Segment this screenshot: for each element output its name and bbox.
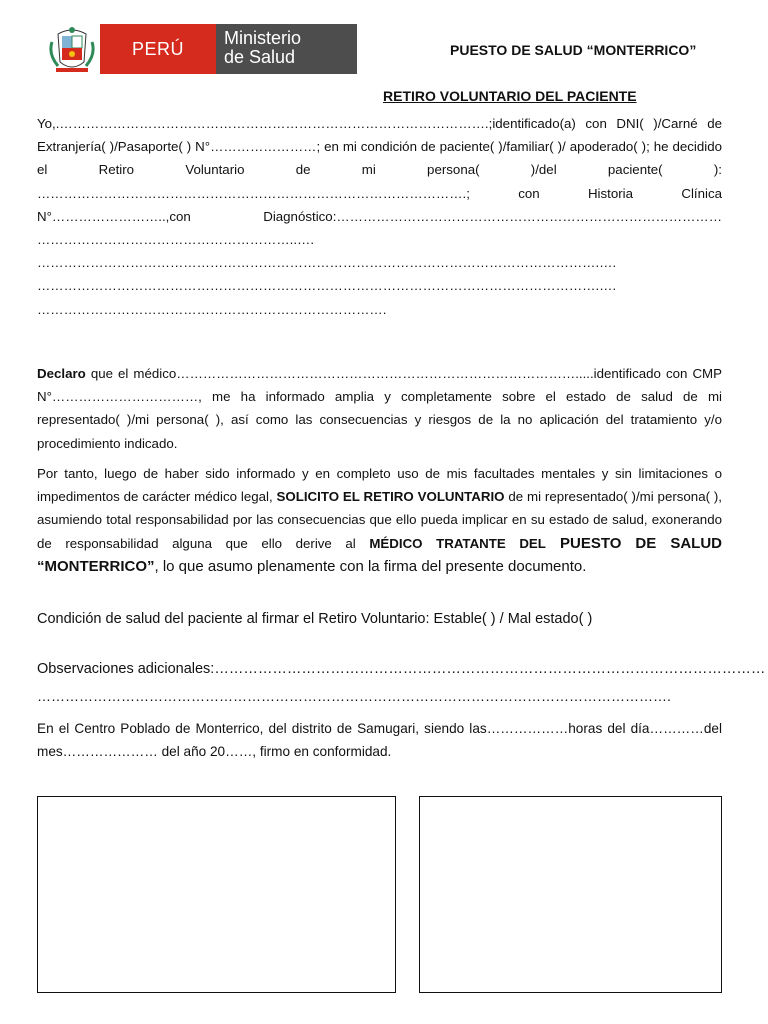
observations-label: Observaciones adicionales <box>37 661 211 677</box>
patient-info-paragraph: Yo,.…………………………………………………………………………………….;identificado(a) con DNI( )/Carné de Extranjería( )/Pasaporte( ) N°……………………; en mi condición de paciente( )/familiar( )/ apoderado( ); he decidido el Retiro Voluntario de mi persona( )/del paciente( ): …………………………………………………………………………………….; con Historia Clínica N°……………………..,con Diagnóstico:…………………………………………………………………………… …………………………………………………..…. ……………………………………………………………………………………………………………….…. ……………………………………………………………………………………………………………….…. ……………………………………………………………………. <box>37 116 722 317</box>
declaration-text: que el médico……………………………………………………………………………….....identificado con CMP N°……………………………, me ha informado amplia y completamente sobre el estado de salud de mi representado( )/mi persona( ), así como las consecuencias y riesgos de la no aplicación del tratamiento y/o procedimiento indicado. <box>37 366 722 451</box>
ministry-line1: Ministerio <box>224 28 302 48</box>
country-label: PERÚ <box>131 38 184 59</box>
observations-line <box>37 661 765 677</box>
facility-title: PUESTO DE SALUD “MONTERRICO” <box>450 42 697 58</box>
observations-dots: :…………………………………………………………………………………………………… <box>210 661 766 677</box>
signature-box-left <box>37 796 396 993</box>
signature-box-right <box>419 796 722 993</box>
request-text-2: de mi representado( )/mi persona( ), asumiendo total responsabilidad por las consecuencias que ello pueda implicar en su estado de salud, exonerando de responsabilidad alguna que ello derive al <box>37 489 722 551</box>
request-bold-3: PUESTO DE SALUD “MONTERRICO” <box>37 534 722 575</box>
request-paragraph <box>37 462 722 578</box>
request-bold-2: MÉDICO TRATANTE DEL <box>369 535 546 551</box>
request-text-3: , lo que asumo plenamente con la firma del presente documento. <box>154 557 587 575</box>
declaration-lead: Declaro <box>37 366 86 381</box>
closing-paragraph: En el Centro Poblado de Monterrico, del distrito de Samugari, siendo las………………horas del día…………del mes………………… del año 20……, firmo en conformidad. <box>37 721 722 760</box>
ministry-line2: de Salud <box>224 47 296 67</box>
request-text-1: Por tanto, luego de haber sido informado y en completo uso de mis facultades mentales y sin limitaciones o impedimentos de carácter médico legal, <box>37 466 722 505</box>
peru-coat-of-arms-icon <box>48 24 96 74</box>
peru-label-box <box>100 24 216 74</box>
document-title: RETIRO VOLUNTARIO DEL PACIENTE <box>383 88 637 104</box>
health-condition-line: Condición de salud del paciente al firmar el Retiro Voluntario: Estable( ) / Mal estado( ) <box>37 611 593 627</box>
declaration-paragraph <box>37 362 722 455</box>
ministry-logo <box>48 24 309 74</box>
ministry-label-box <box>216 24 357 74</box>
request-bold-1: SOLICITO EL RETIRO VOLUNTARIO <box>276 489 505 505</box>
observations-dots-line2: ………………………………………………………………………………………………………………………. <box>37 688 671 704</box>
